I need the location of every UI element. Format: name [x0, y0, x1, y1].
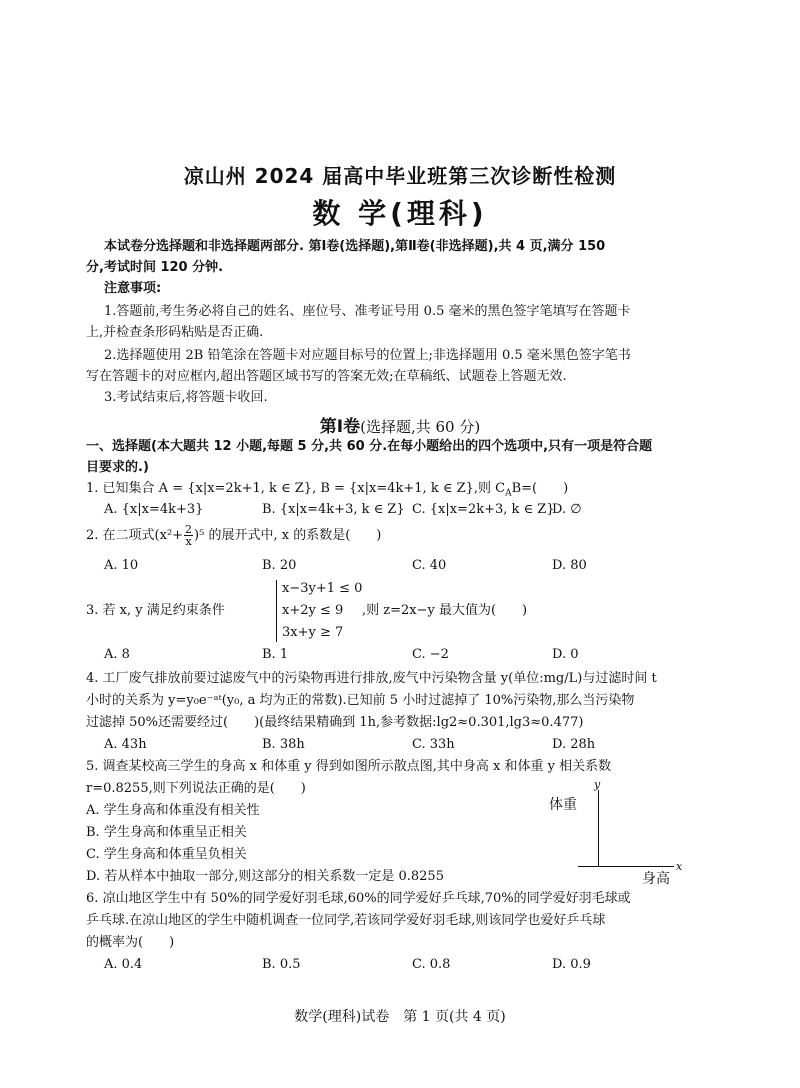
q5-option-a: A. 学生身高和体重没有相关性 — [86, 803, 260, 818]
exam-title: 凉山州 2024 届高中毕业班第三次诊断性检测 — [183, 164, 617, 188]
q2-option-a: A. 10 — [104, 558, 139, 573]
q5-line-1: 5. 调查某校高三学生的身高 x 和体重 y 得到如图所示散点图,其中身高 x 和体重 y 相关系数 — [86, 759, 612, 774]
q1-option-d: D. ∅ — [552, 502, 582, 517]
section-title: 第Ⅰ卷 — [319, 417, 361, 437]
notice-2a: 2.选择题使用 2B 铅笔涂在答题卡对应题目标号的位置上;非选择题用 0.5 毫米黑色签字笔书 — [104, 348, 631, 363]
q1-option-a: A. {x|x=4k+3} — [104, 502, 204, 517]
notice-title: 注意事项: — [104, 281, 162, 296]
section-instructions-b: 目要求的.) — [86, 460, 149, 475]
q4-line-2: 小时的关系为 y=y₀e⁻ᵃᵗ(y₀, a 均为正的常数).已知前 5 小时过滤掉了 10%污染物,那么当污染物 — [86, 693, 635, 708]
q5-line-2: r=0.8255,则下列说法正确的是( ) — [86, 781, 306, 796]
notice-2b: 写在答题卡的对应框内,超出答题区域书写的答案无效;在草稿纸、试题卷上答题无效. — [86, 369, 567, 384]
q1-option-c: C. {x|x=2k+3, k ∈ Z} — [412, 502, 555, 517]
q4-line-1: 4. 工厂废气排放前要过滤废气中的污染物再进行排放,废气中污染物含量 y(单位:mg/L)与过滤时间 t — [86, 671, 657, 686]
scatter-x-variable: x — [676, 860, 683, 873]
notice-3: 3.考试结束后,将答题卡收回. — [104, 390, 268, 405]
q6-line-3: 的概率为( ) — [86, 935, 175, 950]
section-instructions-a: 一、选择题(本大题共 12 小题,每题 5 分,共 60 分.在每小题给出的四个选项中,只有一项是符合题 — [86, 439, 653, 454]
q3-option-a: A. 8 — [104, 647, 130, 662]
q2-fraction: $\frac{2}{x}$ — [185, 523, 193, 548]
scatter-x-label: 身高 — [642, 871, 670, 887]
q3-option-b: B. 1 — [262, 647, 289, 662]
q4-option-b: B. 38h — [262, 737, 305, 752]
q6-line-1: 6. 凉山地区学生中有 50%的同学爱好羽毛球,60%的同学爱好乒乓球,70%的同学爱好羽毛球或 — [86, 891, 631, 906]
q1-option-b: B. {x|x=4k+3, k ∈ Z} — [262, 502, 405, 517]
q4-line-3: 过滤掉 50%还需要经过( )(最终结果精确到 1h,参考数据:lg2≈0.301,lg3≈0.477) — [86, 715, 584, 730]
q2-option-c: C. 40 — [412, 558, 447, 573]
q6-option-d: D. 0.9 — [552, 957, 591, 972]
q3-constraint-1: x−3y+1 ≤ 0 — [282, 581, 363, 596]
scatter-y-axis — [598, 790, 599, 866]
q6-option-c: C. 0.8 — [412, 957, 451, 972]
q1-stem: 1. 已知集合 A = {x|x=2k+1, k ∈ Z}, B = {x|x=4k+1, k ∈ Z},则 $C_AB=$( ) — [86, 481, 569, 499]
q5-option-c: C. 学生身高和体重呈负相关 — [86, 847, 247, 862]
scatter-y-variable: y — [594, 778, 601, 791]
q4-option-d: D. 28h — [552, 737, 596, 752]
q5-option-b: B. 学生身高和体重呈正相关 — [86, 825, 247, 840]
subject-title: 数 学(理科) — [312, 197, 488, 230]
scatter-x-axis — [578, 866, 674, 867]
q3-stem-pre: 3. 若 x, y 满足约束条件 — [86, 603, 225, 618]
q6-option-b: B. 0.5 — [262, 957, 301, 972]
section-subtitle: (选择题,共 60 分) — [360, 418, 481, 436]
intro-line-2: 分,考试时间 120 分钟. — [86, 260, 224, 275]
q6-option-a: A. 0.4 — [104, 957, 143, 972]
q2-option-b: B. 20 — [262, 558, 297, 573]
q5-option-d: D. 若从样本中抽取一部分,则这部分的相关系数一定是 0.8255 — [86, 869, 444, 884]
q2-stem: 2. 在二项式(x²+ $\frac{2}{x}$ )⁵ 的展开式中, x 的系数是( ) — [86, 523, 382, 548]
notice-1a: 1.答题前,考生务必将自己的姓名、座位号、准考证号用 0.5 毫米的黑色签字笔填写在答题卡 — [104, 304, 631, 319]
q4-option-c: C. 33h — [412, 737, 455, 752]
scatter-y-label: 体重 — [549, 797, 577, 813]
q3-option-c: C. −2 — [412, 647, 449, 662]
q4-option-a: A. 43h — [104, 737, 147, 752]
q6-line-2: 乒乓球.在凉山地区的学生中随机调查一位同学,若该同学爱好羽毛球,则该同学也爱好乒乓球 — [86, 913, 606, 928]
q3-stem-post: ,则 z=2x−y 最大值为( ) — [362, 603, 528, 618]
page-footer: 数学(理科)试卷 第 1 页(共 4 页) — [294, 1009, 506, 1025]
q3-option-d: D. 0 — [552, 647, 579, 662]
section-header — [0, 412, 800, 437]
q3-constraint-3: 3x+y ≥ 7 — [282, 625, 344, 640]
q2-option-d: D. 80 — [552, 558, 587, 573]
constraint-brace — [276, 580, 281, 642]
intro-line-1: 本试卷分选择题和非选择题两部分. 第Ⅰ卷(选择题),第Ⅱ卷(非选择题),共 4 页,满分 150 — [104, 239, 606, 254]
q3-constraint-2: x+2y ≤ 9 — [282, 603, 344, 618]
notice-1b: 上,并检查条形码粘贴是否正确. — [86, 325, 264, 340]
